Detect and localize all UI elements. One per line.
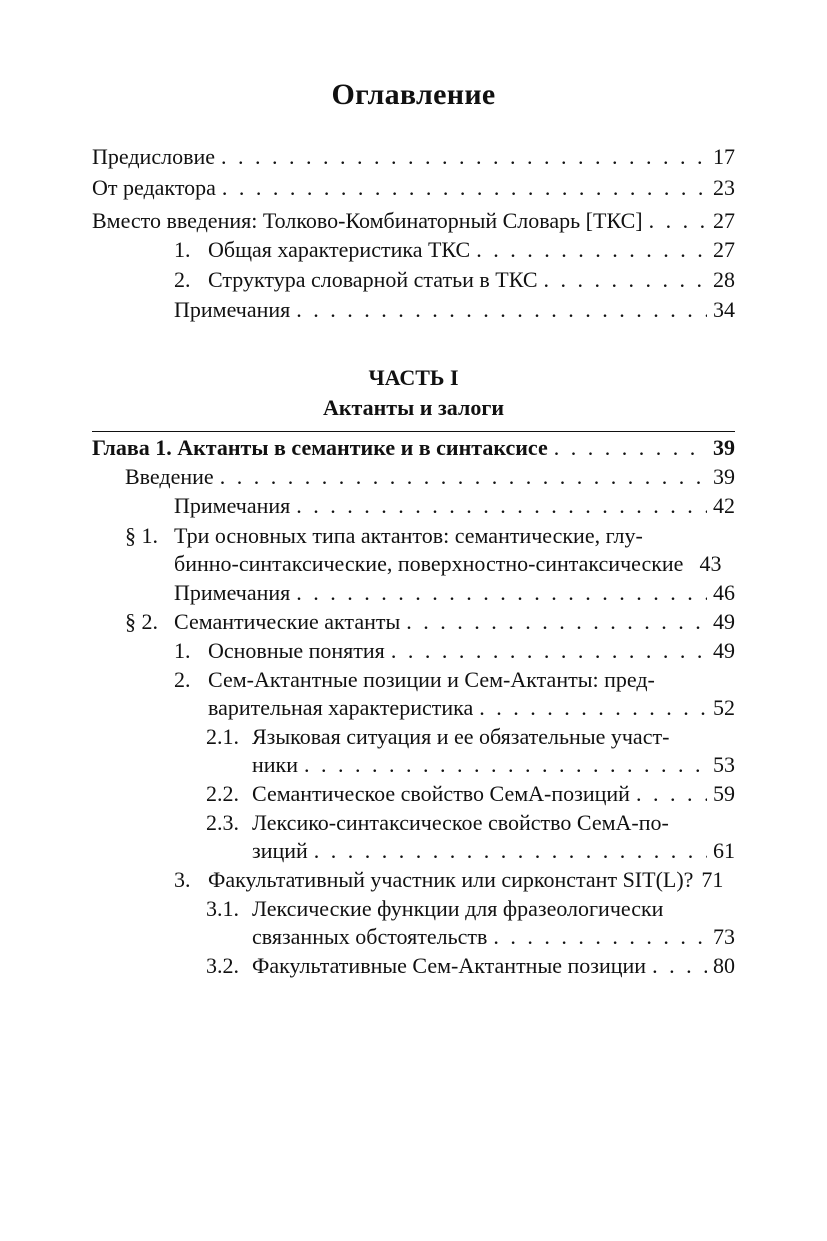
- toc-entry-s2-2[interactable]: [208, 693, 735, 723]
- toc-entry-s2-2-3[interactable]: [252, 836, 735, 866]
- toc-entry-s2-3-2[interactable]: [206, 951, 735, 981]
- page-number: 27: [713, 237, 735, 262]
- toc-entry-ch1-intro[interactable]: [125, 462, 735, 492]
- entry-number: 1.: [174, 638, 191, 663]
- entry-number: 3.: [174, 867, 191, 892]
- dot-leader: [476, 235, 707, 265]
- entry-label: Примечания: [174, 580, 291, 605]
- toc-entry-editor[interactable]: [92, 173, 735, 203]
- dot-leader: [493, 922, 707, 952]
- dot-leader: [544, 265, 707, 295]
- page-number: 53: [713, 752, 735, 777]
- entry-number: 2.3.: [206, 810, 239, 835]
- toc-entry-s2-2-line1[interactable]: Сем-Актантные позиции и Сем-Актанты: пред-: [208, 667, 655, 692]
- dot-leader: [296, 295, 707, 325]
- entry-label: зиций: [252, 838, 308, 863]
- toc-entry-s2-2-3-line1[interactable]: Лексико-синтаксическое свойство СемА-по-: [252, 810, 669, 835]
- entry-number: 2.: [174, 267, 191, 292]
- entry-number: 2.: [174, 667, 191, 692]
- entry-label: Семантические актанты: [174, 609, 401, 634]
- dot-leader: [296, 491, 707, 521]
- toc-entry-s2-3-1-line1[interactable]: Лексические функции для фразеологически: [252, 896, 664, 921]
- entry-label: Общая характеристика ТКС: [208, 237, 471, 262]
- dot-leader: [636, 779, 707, 809]
- toc-entry-s2[interactable]: [125, 607, 735, 637]
- divider: [92, 431, 735, 432]
- dot-leader: [391, 636, 707, 666]
- section-number: § 2.: [125, 609, 158, 634]
- entry-label: варительная характеристика: [208, 695, 474, 720]
- entry-label: Структура словарной статьи в ТКС: [208, 267, 538, 292]
- page-number: 52: [713, 695, 735, 720]
- toc-entry-s2-2-1[interactable]: [252, 750, 735, 780]
- entry-label: Основные понятия: [208, 638, 385, 663]
- toc-entry-s2-1[interactable]: [174, 636, 735, 666]
- toc-entry-intro-2[interactable]: [174, 265, 735, 295]
- dot-leader: [649, 206, 707, 236]
- page-number: 71: [701, 867, 724, 892]
- page-number: 34: [713, 297, 735, 322]
- page-number: 73: [713, 924, 735, 949]
- page-number: 49: [713, 638, 735, 663]
- toc-entry-s2-3[interactable]: [174, 865, 735, 895]
- dot-leader: [314, 836, 707, 866]
- page-number: 46: [713, 580, 735, 605]
- dot-leader: [479, 693, 707, 723]
- entry-number: 1.: [174, 237, 191, 262]
- entry-number: 3.1.: [206, 896, 239, 921]
- entry-label: Примечания: [174, 297, 291, 322]
- entry-label: От редактора: [92, 175, 216, 200]
- part-number: ЧАСТЬ I: [368, 365, 459, 390]
- page-number: 17: [713, 144, 735, 169]
- page-number: 80: [713, 953, 735, 978]
- entry-number: 2.1.: [206, 724, 239, 749]
- toc-entry-s2-2-1-line1[interactable]: Языковая ситуация и ее обязательные участ-: [252, 724, 670, 749]
- page-number: 42: [713, 493, 735, 518]
- page-number: 59: [713, 781, 735, 806]
- page-number: 27: [713, 208, 735, 233]
- toc-entry-s2-2-2[interactable]: [206, 779, 735, 809]
- toc-entry-introduction[interactable]: [92, 206, 735, 236]
- page-number: 39: [713, 435, 735, 460]
- section-number: § 1.: [125, 523, 158, 548]
- entry-label: бинно-синтаксические, поверхностно-синтаксические: [174, 551, 684, 576]
- entry-label: Семантическое свойство СемА-позиций: [252, 781, 630, 806]
- page-number: 61: [713, 838, 735, 863]
- entry-label: Факультативные Сем-Актантные позиции: [252, 953, 647, 978]
- dot-leader: [304, 750, 707, 780]
- toc-entry-s1-line1[interactable]: Три основных типа актантов: семантические, глу-: [174, 523, 643, 548]
- dot-leader: [296, 578, 707, 608]
- dot-leader: [222, 173, 707, 203]
- toc-entry-chapter-1[interactable]: [92, 433, 735, 463]
- entry-label: ники: [252, 752, 299, 777]
- page-number: 49: [713, 609, 735, 634]
- page-number: 39: [713, 464, 735, 489]
- entry-label: Факультативный участник или сирконстант SIT(L)?: [208, 867, 694, 892]
- dot-leader: [652, 951, 707, 981]
- toc-entry-s2-3-1[interactable]: [252, 922, 735, 952]
- entry-label: Предисловие: [92, 144, 215, 169]
- part-name: Актанты и залоги: [322, 395, 505, 420]
- toc-entry-preface[interactable]: [92, 142, 735, 172]
- entry-label: Глава 1. Актанты в семантике и в синтаксисе: [92, 435, 548, 460]
- toc-entry-intro-notes[interactable]: [174, 295, 735, 325]
- dot-leader: [406, 607, 707, 637]
- entry-number: 3.2.: [206, 953, 239, 978]
- dot-leader: [221, 142, 707, 172]
- toc-entry-ch1-intro-notes[interactable]: [174, 491, 735, 521]
- entry-label: Введение: [125, 464, 214, 489]
- dot-leader: [554, 433, 707, 463]
- toc-entry-intro-1[interactable]: [174, 235, 735, 265]
- toc-entry-s1-notes[interactable]: [174, 578, 735, 608]
- page-number: 23: [713, 175, 735, 200]
- toc-entry-s1[interactable]: [174, 549, 735, 579]
- entry-number: 2.2.: [206, 781, 239, 806]
- entry-label: Вместо введения: Толково-Комбинаторный Словарь [ТКС]: [92, 208, 643, 233]
- page-number: 28: [713, 267, 735, 292]
- page-title: Оглавление: [331, 78, 496, 111]
- page-number: 43: [699, 551, 722, 576]
- dot-leader: [220, 462, 707, 492]
- entry-label: Примечания: [174, 493, 291, 518]
- entry-label: связанных обстоятельств: [252, 924, 488, 949]
